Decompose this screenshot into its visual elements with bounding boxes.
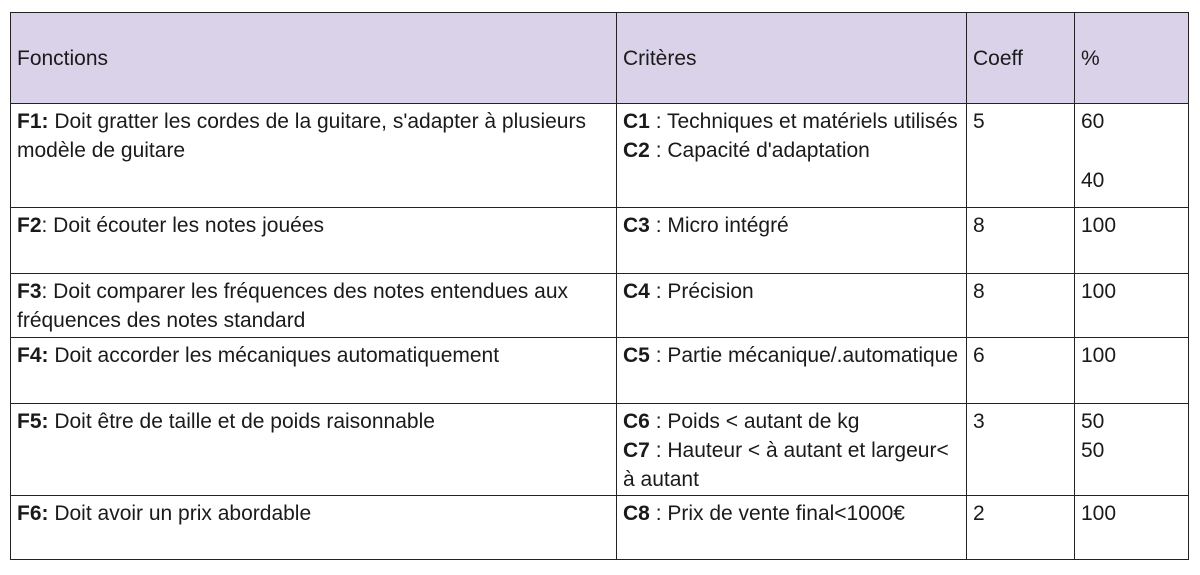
criteria-cell [617,208,967,274]
table-row [11,496,1189,560]
criteria-cell [617,404,967,496]
function-code: F5: [17,410,49,433]
function-code: F3 [17,280,42,303]
criterion-code: C4 [623,280,650,303]
criterion-code: C6 [623,410,650,433]
criterion-text: : Techniques et matériels utilisés [649,110,958,133]
criterion-text: : Hauteur < à autant et largeur< à autant [623,439,949,491]
criterion-text: : Micro intégré [649,214,789,237]
percent-cell [1075,404,1189,496]
function-cell [11,496,617,560]
function-cell [11,274,617,338]
table-row [11,208,1189,274]
function-code: F4: [17,344,49,367]
functions-criteria-table [10,12,1189,560]
criterion [623,436,961,494]
criterion-code: C3 [623,214,650,237]
criterion-code: C7 [623,439,650,462]
percent-value: 50 [1081,439,1105,462]
function-text: Doit gratter les cordes de la guitare, s'adapter à plusieurs modèle de guitare [17,110,586,162]
criteria-cell [617,496,967,560]
percent-value: 100 [1081,502,1117,525]
criterion-text: : Prix de vente final<1000€ [649,502,905,525]
criterion [623,499,961,528]
function-text: : Doit comparer les fréquences des notes entendues aux fréquences des notes standard [17,280,568,332]
criterion-code: C2 [623,139,650,162]
function-cell [11,338,617,404]
criterion [623,277,961,306]
table-row [11,404,1189,496]
criterion-code: C8 [623,502,650,525]
percent-value: 40 [1081,169,1105,192]
function-text: : Doit écouter les notes jouées [41,214,325,237]
coeff-cell: 2 [967,496,1075,560]
criterion-code: C5 [623,344,650,367]
percent-value: 100 [1081,344,1117,367]
percent-cell [1075,104,1189,208]
coeff-cell: 3 [967,404,1075,496]
function-code: F2 [17,214,42,237]
function-cell [11,208,617,274]
criterion [623,107,961,136]
percent-value: 60 [1081,110,1105,133]
header-criteres: Critères [617,13,967,104]
percent-cell [1075,208,1189,274]
percent-value: 100 [1081,280,1117,303]
criterion [623,407,961,436]
function-text: Doit avoir un prix abordable [48,502,312,525]
percent-cell [1075,496,1189,560]
criterion [623,341,961,370]
function-code: F1: [17,110,49,133]
criterion-text: : Précision [649,280,754,303]
percent-value: 50 [1081,410,1105,433]
header-fonctions: Fonctions [11,13,617,104]
criteria-cell [617,274,967,338]
criterion [623,136,961,165]
coeff-cell: 6 [967,338,1075,404]
table-row [11,338,1189,404]
criterion-text: : Poids < autant de kg [649,410,860,433]
criterion [623,211,961,240]
criterion-text: : Capacité d'adaptation [649,139,870,162]
function-code: F6: [17,502,49,525]
coeff-cell: 8 [967,274,1075,338]
header-coeff: Coeff [967,13,1075,104]
header-percent: % [1075,13,1189,104]
function-cell [11,104,617,208]
percent-cell [1075,338,1189,404]
percent-value: 100 [1081,214,1117,237]
function-cell [11,404,617,496]
table-row [11,274,1189,338]
percent-cell [1075,274,1189,338]
criteria-cell [617,338,967,404]
function-text: Doit accorder les mécaniques automatiquement [48,344,500,367]
criterion-code: C1 [623,110,650,133]
table-row [11,104,1189,208]
table-header-row [11,13,1189,104]
coeff-cell: 5 [967,104,1075,208]
function-text: Doit être de taille et de poids raisonnable [48,410,435,433]
coeff-cell: 8 [967,208,1075,274]
criterion-text: : Partie mécanique/.automatique [649,344,959,367]
criteria-cell [617,104,967,208]
